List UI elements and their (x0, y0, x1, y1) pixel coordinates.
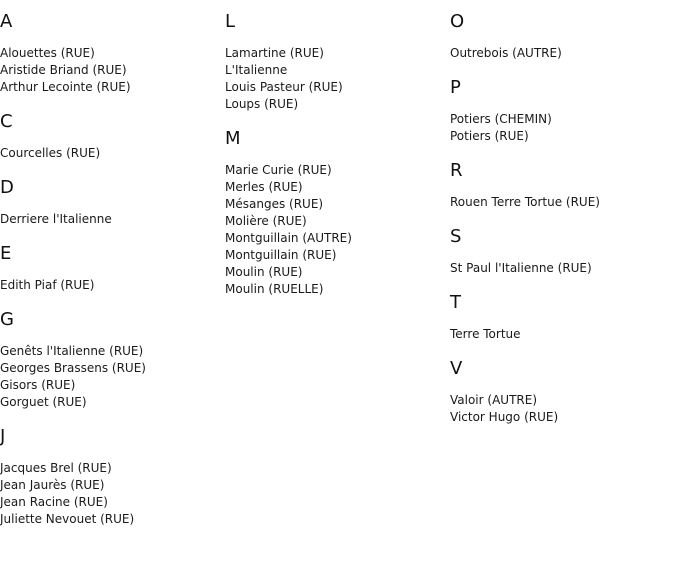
street-item[interactable]: Mésanges (RUE) (225, 197, 324, 211)
street-list (450, 45, 670, 62)
street-list (0, 45, 220, 96)
street-item[interactable]: Moulin (RUELLE) (225, 282, 324, 296)
street-item[interactable]: Marie Curie (RUE) (225, 163, 332, 177)
letter-group (450, 78, 670, 145)
index-column-3 (450, 0, 670, 442)
street-item[interactable]: Genêts l'Italienne (RUE) (0, 344, 144, 358)
letter-group (450, 359, 670, 426)
street-item[interactable]: Victor Hugo (RUE) (450, 410, 559, 424)
letter-group (0, 310, 220, 411)
street-item[interactable]: Molière (RUE) (225, 214, 307, 228)
street-item[interactable]: Courcelles (RUE) (0, 146, 101, 160)
street-item[interactable]: Alouettes (RUE) (0, 46, 95, 60)
letter-group (0, 427, 220, 528)
street-list (450, 111, 670, 145)
letter-heading: G (0, 309, 14, 330)
street-item[interactable]: Loups (RUE) (225, 97, 299, 111)
street-list (450, 392, 670, 426)
street-item[interactable]: Montguillain (AUTRE) (225, 231, 352, 245)
street-item[interactable]: Arthur Lecointe (RUE) (0, 80, 131, 94)
street-list (225, 45, 445, 113)
street-item[interactable]: Jacques Brel (RUE) (0, 461, 112, 475)
street-list (450, 260, 670, 277)
letter-heading: S (450, 226, 462, 247)
street-list (0, 460, 220, 528)
street-item[interactable]: St Paul l'Italienne (RUE) (450, 261, 592, 275)
letter-heading: E (0, 243, 12, 264)
letter-heading: P (450, 77, 461, 98)
street-list (0, 277, 220, 294)
letter-group (450, 293, 670, 343)
street-item[interactable]: Moulin (RUE) (225, 265, 303, 279)
street-item[interactable]: Terre Tortue (450, 327, 521, 341)
street-item[interactable]: Valoir (AUTRE) (450, 393, 537, 407)
letter-heading: L (225, 11, 236, 32)
street-item[interactable]: Derriere l'Italienne (0, 212, 112, 226)
street-item[interactable]: Georges Brassens (RUE) (0, 361, 146, 375)
letter-heading: V (450, 358, 463, 379)
letter-group (225, 12, 445, 113)
street-list (0, 343, 220, 411)
street-item[interactable]: Edith Piaf (RUE) (0, 278, 95, 292)
street-item[interactable]: Montguillain (RUE) (225, 248, 337, 262)
street-list (0, 211, 220, 228)
letter-group (450, 227, 670, 277)
street-list (450, 194, 670, 211)
street-item[interactable]: Aristide Briand (RUE) (0, 63, 127, 77)
letter-group (0, 178, 220, 228)
street-item[interactable]: Jean Jaurès (RUE) (0, 478, 105, 492)
street-item[interactable]: Jean Racine (RUE) (0, 495, 108, 509)
street-item[interactable]: Potiers (RUE) (450, 129, 529, 143)
street-list (225, 162, 445, 298)
letter-group (0, 12, 220, 96)
letter-group (450, 12, 670, 62)
letter-heading: T (450, 292, 461, 313)
index-column-1 (0, 0, 220, 544)
letter-heading: M (225, 128, 241, 149)
street-item[interactable]: Louis Pasteur (RUE) (225, 80, 343, 94)
street-item[interactable]: Lamartine (RUE) (225, 46, 324, 60)
letter-group (0, 112, 220, 162)
letter-heading: A (0, 11, 13, 32)
letter-group (450, 161, 670, 211)
letter-heading: O (450, 11, 465, 32)
letter-group (225, 129, 445, 298)
street-item[interactable]: Juliette Nevouet (RUE) (0, 512, 135, 526)
index-column-2 (225, 0, 445, 314)
street-item[interactable]: Potiers (CHEMIN) (450, 112, 552, 126)
letter-heading: J (0, 426, 6, 447)
street-item[interactable]: Gorguet (RUE) (0, 395, 87, 409)
street-item[interactable]: Rouen Terre Tortue (RUE) (450, 195, 600, 209)
street-item[interactable]: Gisors (RUE) (0, 378, 76, 392)
letter-heading: C (0, 111, 13, 132)
street-list (450, 326, 670, 343)
street-item[interactable]: Merles (RUE) (225, 180, 303, 194)
street-item[interactable]: L'Italienne (225, 63, 288, 77)
street-item[interactable]: Outrebois (AUTRE) (450, 46, 562, 60)
letter-group (0, 244, 220, 294)
letter-heading: D (0, 177, 14, 198)
letter-heading: R (450, 160, 463, 181)
street-list (0, 145, 220, 162)
